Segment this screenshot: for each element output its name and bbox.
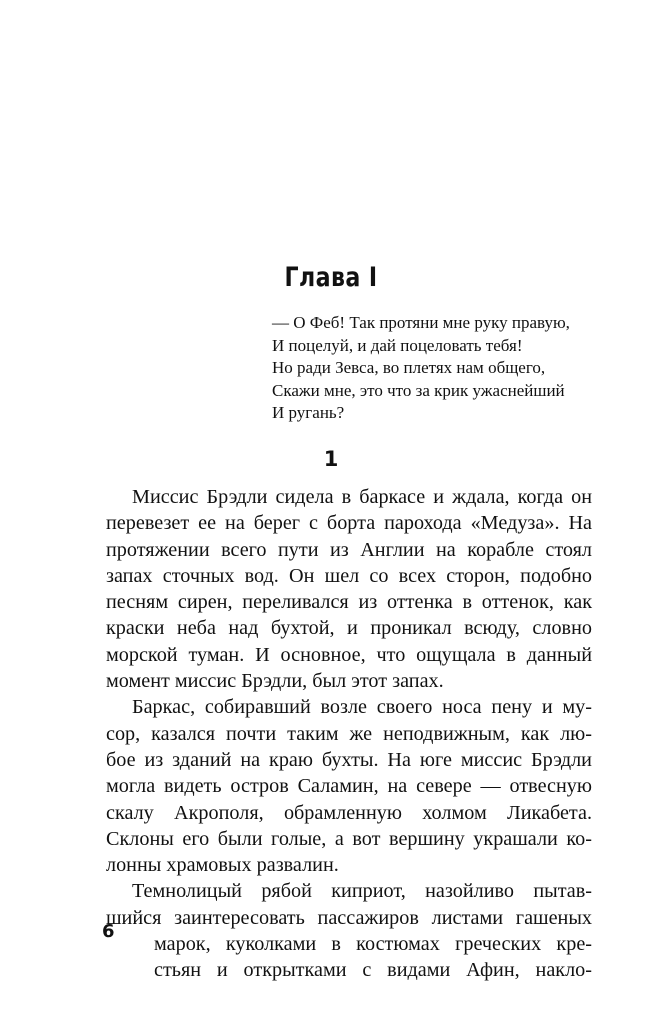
text-line: сор, казался почти таким же неподвижным, как лю- — [106, 722, 592, 745]
epigraph-line: Но ради Зевса, во плетях нам общего, — [272, 358, 546, 377]
text-line: краски неба над бухтой, и проникал всюду, словно — [106, 617, 592, 640]
text-line: Баркас, собиравший возле своего носа пену и му- — [132, 696, 592, 719]
text-line: Миссис Брэдли сидела в баркасе и ждала, когда он — [132, 486, 592, 508]
text-line: перевезет ее на берег с борта парохода «Медуза». На — [106, 512, 592, 535]
text-line: шийся заинтересовать пассажиров листами гашеных — [106, 906, 592, 929]
page-number: 6 — [102, 921, 115, 942]
epigraph — [272, 312, 612, 425]
text-line: момент миссис Брэдли, был этот запах. — [106, 670, 444, 693]
text-line: могла видеть остров Саламин, на севере — отвесную — [106, 775, 592, 798]
section-number: 1 — [323, 447, 339, 471]
text-line: морской туман. И основное, что ощущала в данный — [106, 643, 592, 666]
text-line: Темнолицый рябой киприот, назойливо пытав- — [132, 880, 592, 903]
epigraph-line: И ругань? — [272, 403, 345, 422]
text-line: лонны храмовых развалин. — [106, 854, 339, 877]
epigraph-line: Скажи мне, это что за крик ужаснейший — [272, 380, 565, 400]
text-line: протяжении всего пути из Англии на корабле стоял — [106, 538, 592, 561]
text-line: Склоны его были голые, а вот вершину украшали ко- — [106, 827, 592, 850]
chapter-title: Глава I — [284, 262, 378, 293]
text-line: марок, куколками в костюмах греческих кре- — [154, 933, 592, 956]
text-line: скалу Акрополя, обрамленную холмом Ликабета. — [106, 801, 592, 824]
epigraph-line: — О Феб! Так протяни мне руку правую, — [272, 313, 570, 332]
text-line: песням сирен, переливался из оттенка в оттенок, как — [106, 591, 592, 614]
text-line: запах сточных вод. Он шел со всех сторон, подобно — [106, 564, 592, 587]
body-text — [106, 484, 592, 984]
epigraph-line: И поцелуй, и дай поцеловать тебя! — [272, 335, 523, 355]
text-line: бое из зданий на краю бухты. На юге миссис Брэдли — [106, 748, 592, 771]
text-line: стьян и открытками с видами Афин, накло- — [154, 959, 592, 982]
